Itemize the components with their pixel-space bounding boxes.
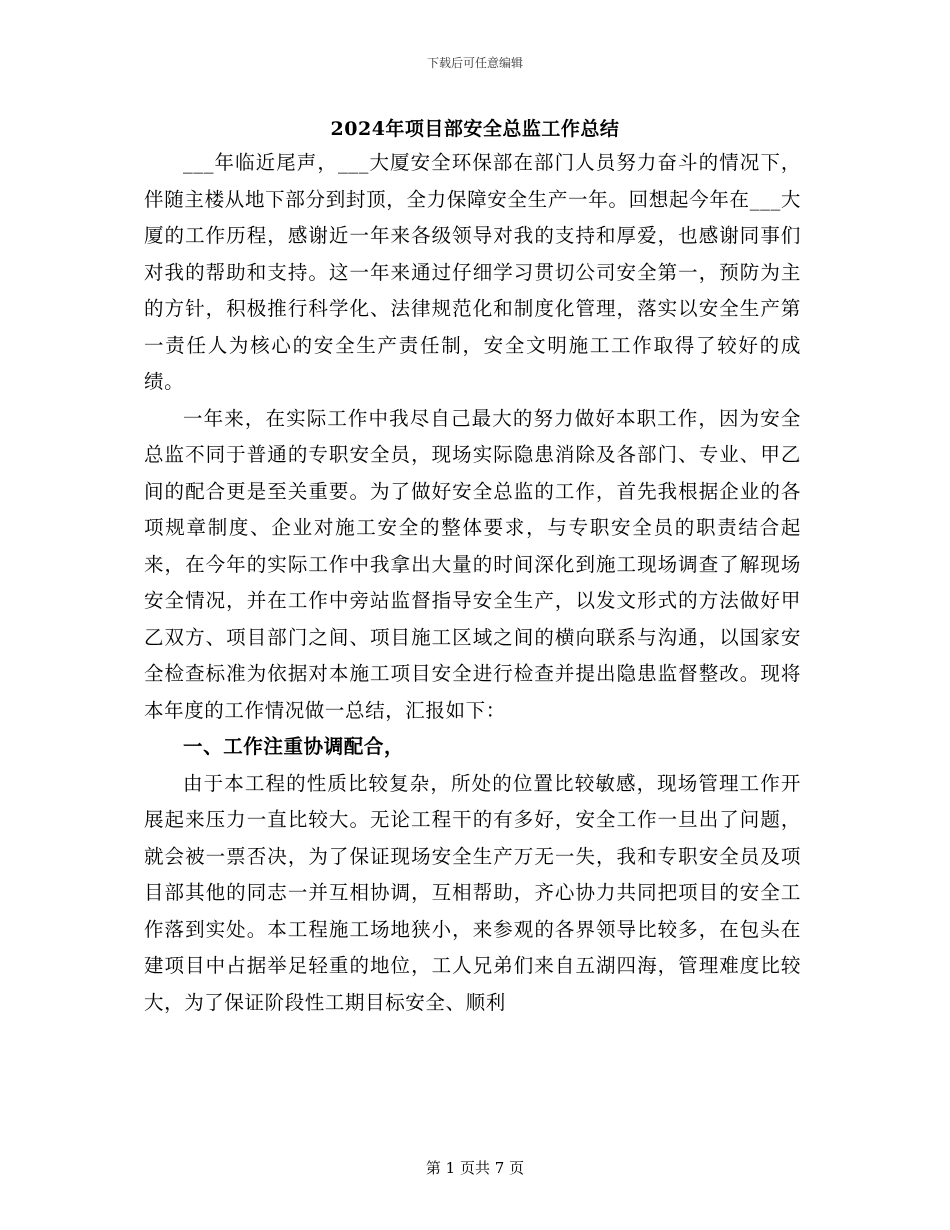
- document-title: 2024年项目部安全总监工作总结: [330, 118, 620, 140]
- header-note: 下载后可任意编辑: [426, 56, 523, 70]
- paragraph-coordination: 由于本工程的性质比较复杂，所处的位置比较敏感，现场管理工作开展起来压力一直比较大。无论工程干的有多好，安全工作一旦出了问题，就会被一票否决，为了保证现场安全生产万无一失，我和专职安全员及项目部其他的同志一并互相协调，互相帮助，齐心协力共同把项目的安全工作落到实处。本工程施工场地狭小，来参观的各界领导比较多，在包头在建项目中占据举足轻重的地位，工人兄弟们来自五湖四海，管理难度比较大，为了保证阶段性工期目标安全、顺利: [144, 771, 801, 1014]
- page-footer: 第 1 页共 7 页: [425, 1159, 525, 1177]
- section-heading: 一、工作注重协调配合，: [183, 735, 405, 758]
- document-body: [144, 145, 801, 1021]
- paragraph-overview: 一年来，在实际工作中我尽自己最大的努力做好本职工作，因为安全总监不同于普通的专职安全员，现场实际隐患消除及各部门、专业、甲乙间的配合更是至关重要。为了做好安全总监的工作，首先我根据企业的各项规章制度、企业对施工安全的整体要求，与专职安全员的职责结合起来，在今年的实际工作中我拿出大量的时间深化到施工现场调查了解现场安全情况，并在工作中旁站监督指导安全生产，以发文形式的方法做好甲乙双方、项目部门之间、项目施工区域之间的横向联系与沟通，以国家安全检查标准为依据对本施工项目安全进行检查并提出隐患监督整改。现将本年度的工作情况做一总结，汇报如下：: [144, 406, 801, 722]
- paragraph-intro: ___年临近尾声，___大厦安全环保部在部门人员努力奋斗的情况下，伴随主楼从地下部分到封顶，全力保障安全生产一年。回想起今年在___大厦的工作历程，感谢近一年来各级领导对我的支持和厚爱，也感谢同事们对我的帮助和支持。这一年来通过仔细学习贯切公司安全第一，预防为主的方针，积极推行科学化、法律规范化和制度化管理，落实以安全生产第一责任人为核心的安全生产责任制，安全文明施工工作取得了较好的成绩。: [144, 151, 801, 393]
